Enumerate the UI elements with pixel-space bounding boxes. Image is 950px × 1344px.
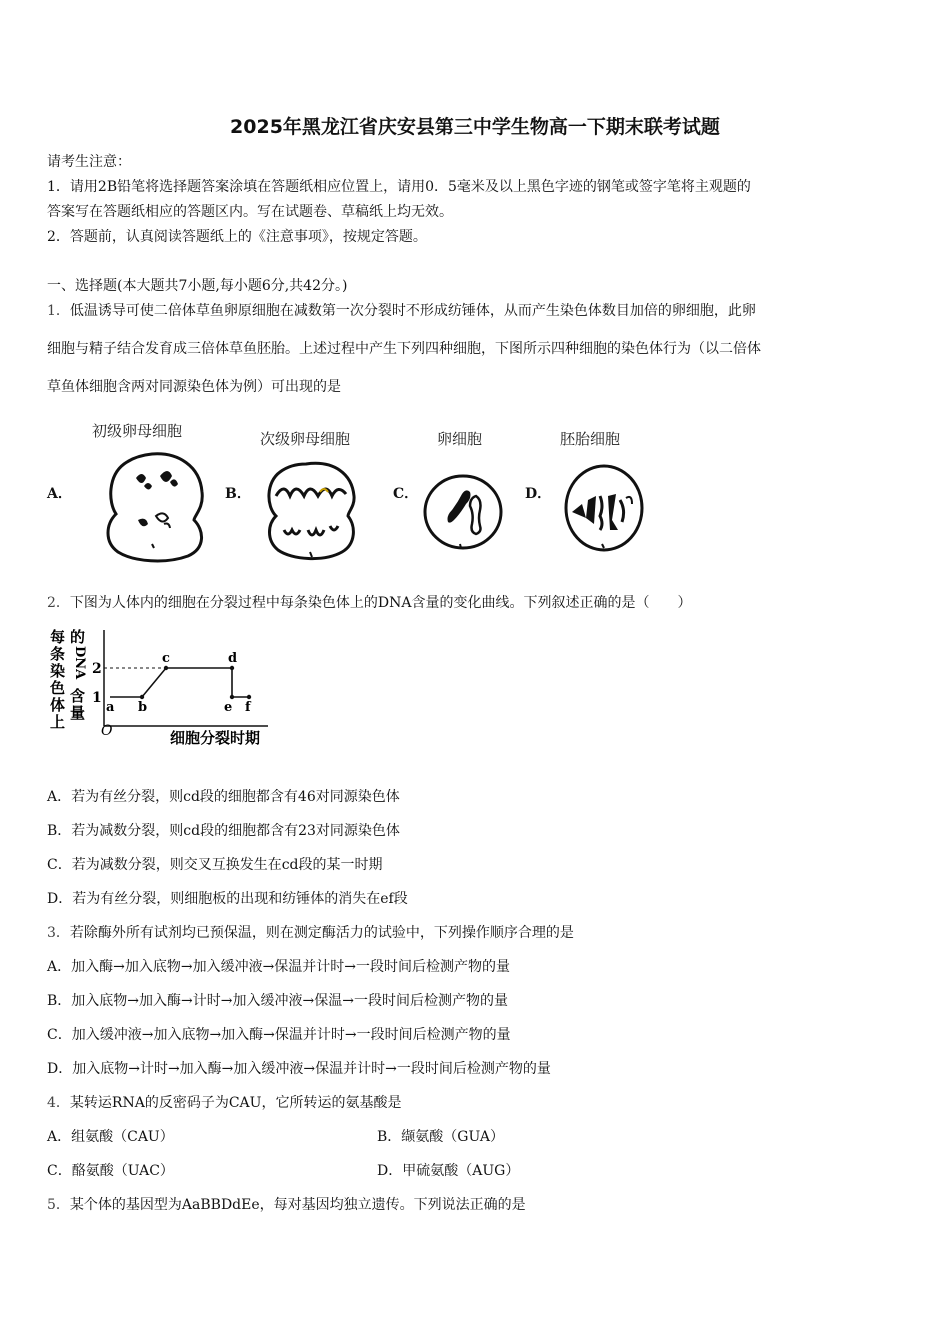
cell-diagram-primary-oocyte bbox=[100, 448, 212, 563]
q4-option-a[interactable]: A．组氨酸（CAU） bbox=[47, 1129, 174, 1145]
chart-series-line bbox=[110, 668, 249, 697]
q1-stem-line-2: 细胞与精子结合发育成三倍体草鱼胚胎。上述过程中产生下列四种细胞，下图所示四种细胞的染色体行为（以二倍体 bbox=[47, 341, 761, 357]
cell-diagram-egg-cell bbox=[420, 470, 506, 554]
chart-ylabel-char-4: 色 bbox=[50, 679, 66, 697]
figure-b-option[interactable]: B． bbox=[225, 486, 251, 502]
notice-heading: 请考生注意： bbox=[47, 154, 131, 170]
q1-stem-line-3: 草鱼体细胞含两对同源染色体为例）可出现的是 bbox=[47, 379, 341, 395]
q2-option-d[interactable]: D．若为有丝分裂，则细胞板的出现和纺锤体的消失在ef段 bbox=[47, 891, 408, 907]
q5-number: 5． bbox=[47, 1197, 70, 1213]
figure-b-label: 次级卵母细胞 bbox=[260, 430, 351, 448]
chart-y-tick-2: 2 bbox=[92, 661, 102, 677]
q3-text: 若除酶外所有试剂均已预保温，则在测定酶活力的试验中，下列操作顺序合理的是 bbox=[69, 925, 574, 941]
chart-point-b bbox=[140, 695, 144, 699]
chart-xlabel: 细胞分裂时期 bbox=[170, 729, 261, 747]
chart-ylabel-char-1: 每 bbox=[50, 628, 66, 646]
dna-content-chart bbox=[40, 622, 290, 752]
cell-diagram-secondary-oocyte bbox=[262, 452, 362, 564]
chart-point-label-e: e bbox=[224, 700, 233, 715]
q2-option-b[interactable]: B．若为减数分裂，则cd段的细胞都含有23对同源染色体 bbox=[47, 823, 400, 839]
chart-point-label-f: f bbox=[245, 700, 251, 715]
q2-stem bbox=[47, 593, 692, 613]
cell-diagram-embryo-cell bbox=[560, 460, 648, 556]
q5-stem bbox=[47, 1195, 526, 1215]
chart-ylabel2-dna: DNA bbox=[72, 646, 87, 680]
notice-item-2: 2．答题前，认真阅读答题纸上的《注意事项》，按规定答题。 bbox=[47, 229, 427, 245]
q4-text: 某转运RNA的反密码子为CAU，它所转运的氨基酸是 bbox=[69, 1095, 402, 1111]
q3-stem bbox=[47, 923, 574, 943]
chart-point-d bbox=[230, 666, 234, 670]
q4-option-d[interactable]: D．甲硫氨酸（AUG） bbox=[377, 1163, 520, 1179]
figure-d-option[interactable]: D． bbox=[525, 486, 552, 502]
figure-a-option[interactable]: A． bbox=[47, 486, 72, 502]
page-title: 2025年黑龙江省庆安县第三中学生物高一下期末联考试题 bbox=[230, 116, 720, 138]
chart-point-label-d: d bbox=[228, 651, 238, 666]
chart-origin: O bbox=[101, 723, 113, 739]
q4-option-c[interactable]: C．酪氨酸（UAC） bbox=[47, 1163, 174, 1179]
q4-number: 4． bbox=[47, 1095, 70, 1111]
q2-number: 2． bbox=[47, 595, 70, 611]
q1-text-1: 低温诱导可使二倍体草鱼卵原细胞在减数第一次分裂时不形成纺锤体，从而产生染色体数目加倍的卵细胞，此卵 bbox=[69, 303, 756, 319]
figure-c-label: 卵细胞 bbox=[437, 430, 483, 448]
chart-point-f bbox=[247, 695, 251, 699]
q3-option-d[interactable]: D．加入底物→计时→加入酶→加入缓冲液→保温并计时→一段时间后检测产物的量 bbox=[47, 1061, 551, 1077]
chart-point-label-b: b bbox=[138, 700, 148, 715]
section-heading: 一、选择题(本大题共7小题,每小题6分,共42分。) bbox=[47, 278, 348, 294]
chart-ylabel2-char-5: 含 bbox=[70, 687, 86, 705]
q3-option-c[interactable]: C．加入缓冲液→加入底物→加入酶→保温并计时→一段时间后检测产物的量 bbox=[47, 1027, 511, 1043]
chart-point-label-a: a bbox=[106, 700, 115, 715]
q1-stem-line-1 bbox=[47, 301, 756, 321]
chart-point-c bbox=[164, 666, 168, 670]
notice-item-1-line-1: 1．请用2B铅笔将选择题答案涂填在答题纸相应位置上，请用0．5毫米及以上黑色字迹的钢笔或签字笔将主观题的 bbox=[47, 179, 751, 195]
chart-y-tick-1: 1 bbox=[92, 690, 102, 706]
chart-ylabel2-char-6: 量 bbox=[70, 704, 86, 722]
q5-text: 某个体的基因型为AaBBDdEe，每对基因均独立遗传。下列说法正确的是 bbox=[69, 1197, 526, 1213]
figure-a-label: 初级卵母细胞 bbox=[92, 422, 183, 440]
q3-option-a[interactable]: A．加入酶→加入底物→加入缓冲液→保温并计时→一段时间后检测产物的量 bbox=[47, 959, 511, 975]
chart-point-label-c: c bbox=[162, 651, 170, 666]
q2-text: 下图为人体内的细胞在分裂过程中每条染色体上的DNA含量的变化曲线。下列叙述正确的是（ ） bbox=[69, 595, 692, 611]
chart-ylabel-char-3: 染 bbox=[50, 662, 66, 680]
chart-ylabel-char-2: 条 bbox=[50, 645, 66, 663]
chart-plot-area bbox=[92, 630, 268, 726]
chart-point-e bbox=[230, 695, 234, 699]
chart-ylabel-char-5: 体 bbox=[50, 696, 66, 714]
chart-ylabel-char-6: 上 bbox=[50, 713, 66, 731]
notice-item-1-line-2: 答案写在答题纸相应的答题区内。写在试题卷、草稿纸上均无效。 bbox=[47, 204, 453, 220]
q1-number: 1． bbox=[47, 303, 70, 319]
figure-d-label: 胚胎细胞 bbox=[560, 430, 621, 448]
figure-c-option[interactable]: C． bbox=[393, 486, 419, 502]
chart-ylabel2-char-1: 的 bbox=[70, 628, 86, 646]
q2-option-c[interactable]: C．若为减数分裂，则交叉互换发生在cd段的某一时期 bbox=[47, 857, 383, 873]
q4-option-b[interactable]: B．缬氨酸（GUA） bbox=[377, 1129, 504, 1145]
q3-number: 3． bbox=[47, 925, 70, 941]
q4-stem bbox=[47, 1093, 401, 1113]
q2-option-a[interactable]: A．若为有丝分裂，则cd段的细胞都含有46对同源染色体 bbox=[47, 789, 400, 805]
q3-option-b[interactable]: B．加入底物→加入酶→计时→加入缓冲液→保温→一段时间后检测产物的量 bbox=[47, 993, 508, 1009]
